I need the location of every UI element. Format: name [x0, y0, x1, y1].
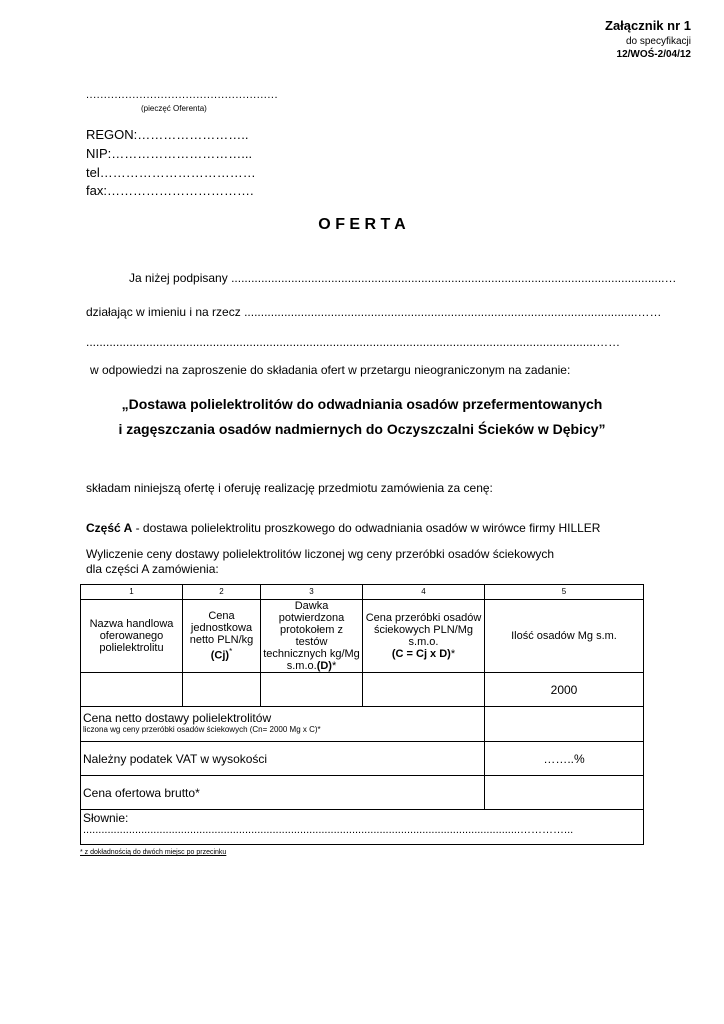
words-label: Słownie:	[83, 811, 129, 825]
intro-text: w odpowiedzi na zaproszenie do składania ofert w przetargu nieograniczonym na zadanie:	[90, 363, 571, 377]
footnote: * z dokładnością do dwóch miejsc po przecinku	[80, 849, 227, 856]
net-price-label: Cena netto dostawy polielektrolitów	[83, 711, 272, 725]
col-number: 1	[81, 585, 183, 600]
header-sludge-quantity: Ilość osadów Mg s.m.	[485, 600, 644, 673]
regon-field: REGON:……………………..	[86, 127, 249, 142]
net-price-sub: liczona wg ceny przeróbki osadów ściekowych (Cn= 2000 Mg x C)*	[83, 725, 321, 734]
net-price-row	[81, 707, 644, 742]
annex-title: Załącznik nr 1	[605, 18, 691, 33]
words-row	[81, 810, 644, 845]
unit-price-cell[interactable]	[183, 673, 261, 707]
offer-text: składam niniejszą ofertę i oferuję realizację przedmiotu zamówienia za cenę:	[86, 481, 493, 495]
header-processing-price: Cena przeróbki osadów ściekowych PLN/Mg s.m.o. (C = Cj x D)*	[363, 600, 485, 673]
fax-field: fax:…………………………….	[86, 183, 254, 198]
words-cell[interactable]	[81, 810, 644, 845]
col-number: 3	[261, 585, 363, 600]
stamp-caption: (pieczęć Oferenta)	[141, 104, 207, 113]
signer-line: Ja niżej podpisany ..................................................................................................................................…	[129, 271, 677, 285]
annex-subtitle: do specyfikacji	[625, 36, 691, 47]
gross-value-cell[interactable]	[485, 776, 644, 810]
nip-field: NIP:…………………………...	[86, 146, 253, 161]
calc-line-2: dla części A zamówienia:	[86, 562, 219, 576]
part-a-desc: - dostawa polielektrolitu proszkowego do odwadniania osadów w wirówce firmy HILLER	[132, 521, 601, 535]
quantity-cell: 2000	[485, 673, 644, 707]
net-price-value-cell[interactable]	[485, 707, 644, 742]
tel-field: tel………………………………	[86, 165, 256, 180]
calc-line-1: Wyliczenie ceny dostawy polielektrolitów liczonej wg ceny przeróbki osadów ściekowych	[86, 547, 555, 561]
part-a-line	[86, 521, 600, 535]
subject-line-2: i zagęszczania osadów nadmiernych do Oczyszczalni Ścieków w Dębicy”	[118, 421, 606, 437]
vat-label: Należny podatek VAT w wysokości	[81, 742, 485, 776]
blank-line: .........................................................................................................................................................……	[86, 335, 621, 349]
net-price-label-cell	[81, 707, 485, 742]
stamp-dots: ......................................................	[86, 89, 279, 101]
page-title: O F E R T A	[318, 216, 406, 233]
annex-ref: 12/WOŚ-2/04/12	[616, 49, 691, 60]
header-unit-price: Cena jednostkowa netto PLN/kg (Cj)*	[183, 600, 261, 673]
header-dose: Dawka potwierdzona protokołem z testów technicznych kg/Mg s.m.o.(D)*	[261, 600, 363, 673]
gross-label: Cena ofertowa brutto*	[81, 776, 485, 810]
vat-row	[81, 742, 644, 776]
dose-cell[interactable]	[261, 673, 363, 707]
part-a-label: Część A	[86, 521, 133, 535]
col-number: 4	[363, 585, 485, 600]
col-number: 2	[183, 585, 261, 600]
entry-row	[81, 673, 644, 707]
subject-line-1: „Dostawa polielektrolitów do odwadniania osadów przefermentowanych	[121, 396, 603, 412]
vat-value[interactable]: ……..%	[485, 742, 644, 776]
gross-row	[81, 776, 644, 810]
col-number: 5	[485, 585, 644, 600]
product-name-cell[interactable]	[81, 673, 183, 707]
price-table	[80, 584, 644, 845]
column-number-row	[81, 585, 644, 600]
header-product-name: Nazwa handlowa oferowanego polielektrolitu	[81, 600, 183, 673]
processing-price-cell[interactable]	[363, 673, 485, 707]
words-dots: ...............................................................................................................................................…………...	[83, 824, 574, 836]
behalf-line: działając w imieniu i na rzecz ......................................................................................................................……	[86, 305, 662, 319]
header-row	[81, 600, 644, 673]
